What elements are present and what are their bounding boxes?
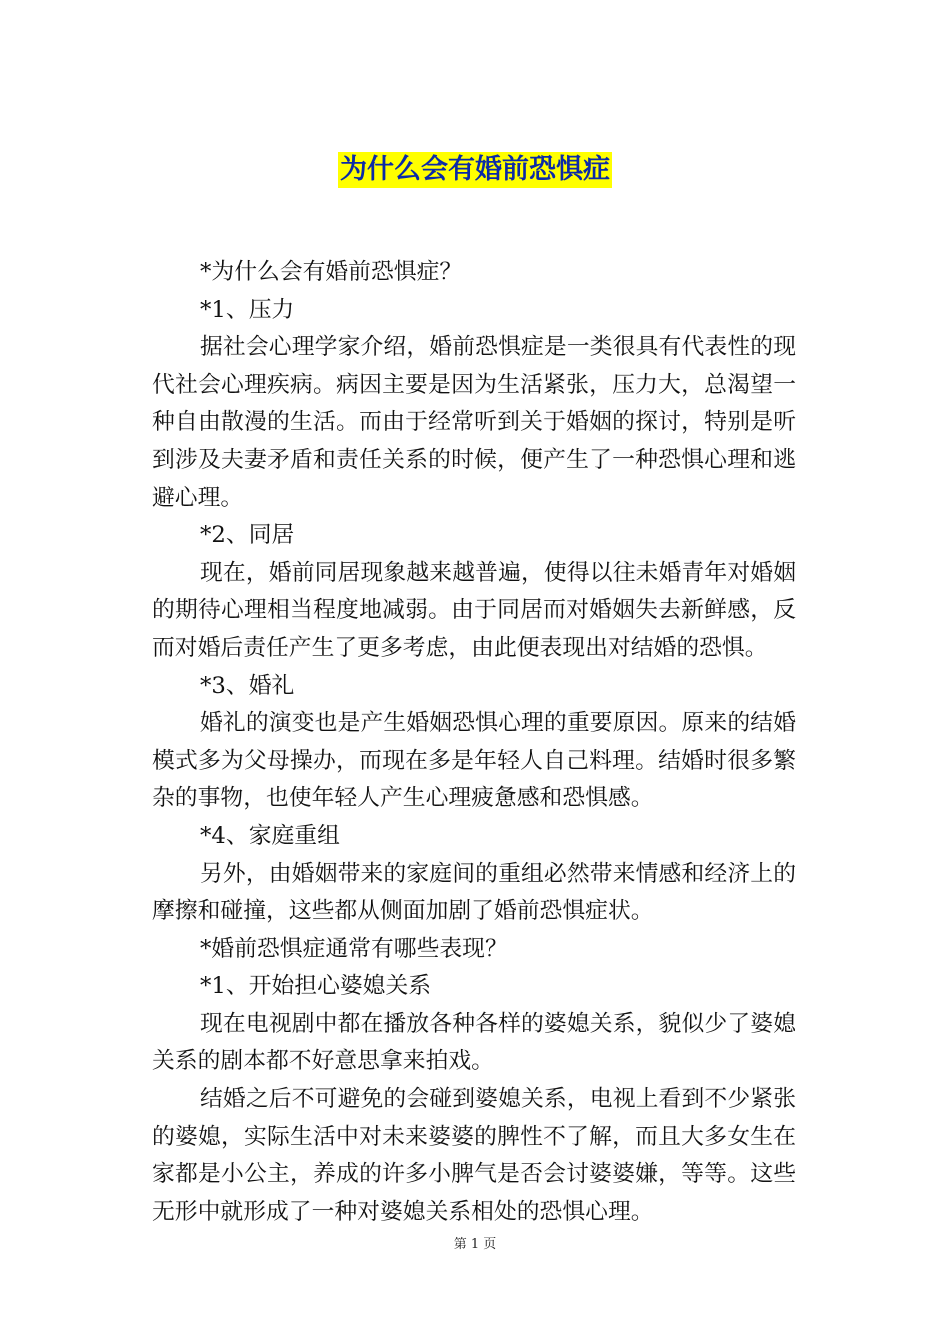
paragraph: *为什么会有婚前恐惧症？ <box>200 259 463 285</box>
page-footer: 第 1 页 <box>453 1237 497 1252</box>
document-body <box>152 254 796 1231</box>
paragraph: 另外，由婚姻带来的家庭间的重组必然带来情感和经济上的摩擦和碰撞，这些都从侧面加剧了婚前恐惧症状。 <box>152 860 796 925</box>
paragraph: *1、开始担心婆媳关系 <box>200 973 432 1000</box>
document-title: 为什么会有婚前恐惧症 <box>338 152 612 188</box>
paragraph: 现在电视剧中都在播放各种各样的婆媳关系，貌似少了婆媳关系的剧本都不好意思拿来拍戏。 <box>152 1010 796 1075</box>
paragraph: 现在，婚前同居现象越来越普遍，使得以往未婚青年对婚姻的期待心理相当程度地减弱。由于同居而对婚姻失去新鲜感，反而对婚后责任产生了更多考虑，由此便表现出对结婚的恐惧。 <box>152 559 796 661</box>
paragraph: 婚礼的演变也是产生婚姻恐惧心理的重要原因。原来的结婚模式多为父母操办，而现在多是年轻人自己料理。结婚时很多繁杂的事物，也使年轻人产生心理疲惫感和恐惧感。 <box>152 710 796 812</box>
title-container <box>0 152 950 188</box>
paragraph: 据社会心理学家介绍，婚前恐惧症是一类很具有代表性的现代社会心理疾病。病因主要是因为生活紧张，压力大，总渴望一种自由散漫的生活。而由于经常听到关于婚姻的探讨，特别是听到涉及夫妻矛盾和责任关系的时候，便产生了一种恐惧心理和逃避心理。 <box>152 334 796 511</box>
paragraph: *1、压力 <box>200 296 295 323</box>
paragraph: 结婚之后不可避免的会碰到婆媳关系，电视上看到不少紧张的婆媳，实际生活中对未来婆婆的脾性不了解，而且大多女生在家都是小公主，养成的许多小脾气是否会讨婆婆嫌，等等。这些无形中就形成了一种对婆媳关系相处的恐惧心理。 <box>152 1086 796 1225</box>
paragraph: *婚前恐惧症通常有哪些表现？ <box>200 935 508 962</box>
paragraph: *3、婚礼 <box>200 672 295 699</box>
paragraph: *2、同居 <box>200 522 295 549</box>
paragraph: *4、家庭重组 <box>200 822 340 849</box>
